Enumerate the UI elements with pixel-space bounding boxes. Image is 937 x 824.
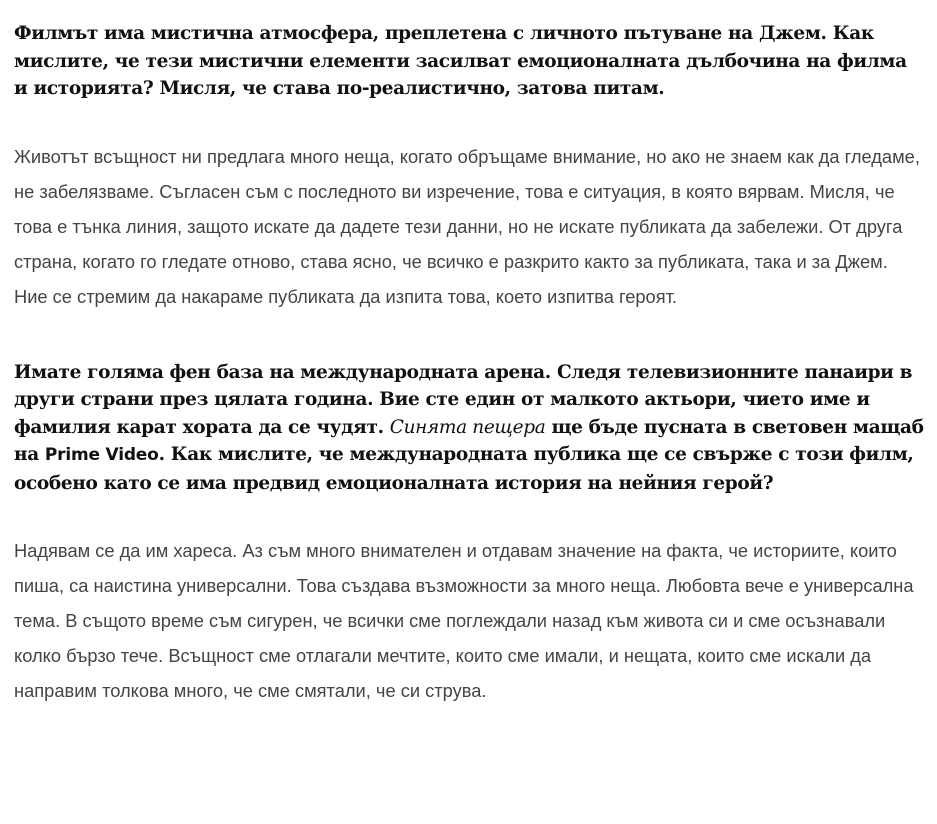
answer-2-text: Надявам се да им хареса. Аз съм много внимателен и отдавам значение на факта, че историите, които пиша, са наистина универсални. Това създава възможности за много неща. Любовта вече е универсална тема. В същото време съм сигурен, че всички сме поглеждали назад към живота си и сме осъзнавали колко бързо тече. Всъщност сме отлагали мечтите, които сме имали, и нещата, които сме искали да направим толкова много, че сме смятали, че си струва. [14, 540, 914, 701]
streaming-brand: Prime Video [44, 445, 159, 465]
question-2-text-part-2: ще бъде пусната в световен мащаб на [14, 416, 924, 465]
answer-1-text: Животът всъщност ни предлага много неща, когато обръщаме внимание, но ако не знаем как да гледаме, не забелязваме. Съгласен съм с последното ви изречение, това е ситуация, в която вярвам. Мисля, че това е тънка линия, защото искате да дадете тези данни, но не искате публиката да забележи. От друга страна, когато го гледате отново, става ясно, че всичко е разкрито както за публиката, така и за Джем. Ние се стремим да накараме публиката да изпита това, което изпитва героят. [14, 145, 920, 307]
interview-answer-2 [14, 533, 926, 708]
question-2-text-part-1: Имате голяма фен база на международната арена. Следя телевизионните панаири в други страни през цялата година. Вие сте един от малкото актьори, чието име и фамилия карат хората да се чудят. [14, 361, 913, 438]
question-1-text: Филмът има мистична атмосфера, преплетена с личното пътуване на Джем. Как мислите, че тези мистични елементи засилват емоционалната дълбочина на филма и историята? Мисля, че става по-реалистично, затова питам. [14, 23, 907, 99]
interview-answer-1 [14, 139, 926, 314]
interview-article [14, 20, 926, 708]
film-title: Синята пещера [389, 416, 546, 438]
interview-question-1 [14, 20, 926, 103]
interview-question-2 [14, 359, 926, 498]
question-2-text-part-3: . Как мислите, че международната публика ще се свърже с този филм, особено като се има предвид емоционалната история на нейния герой? [14, 444, 914, 494]
